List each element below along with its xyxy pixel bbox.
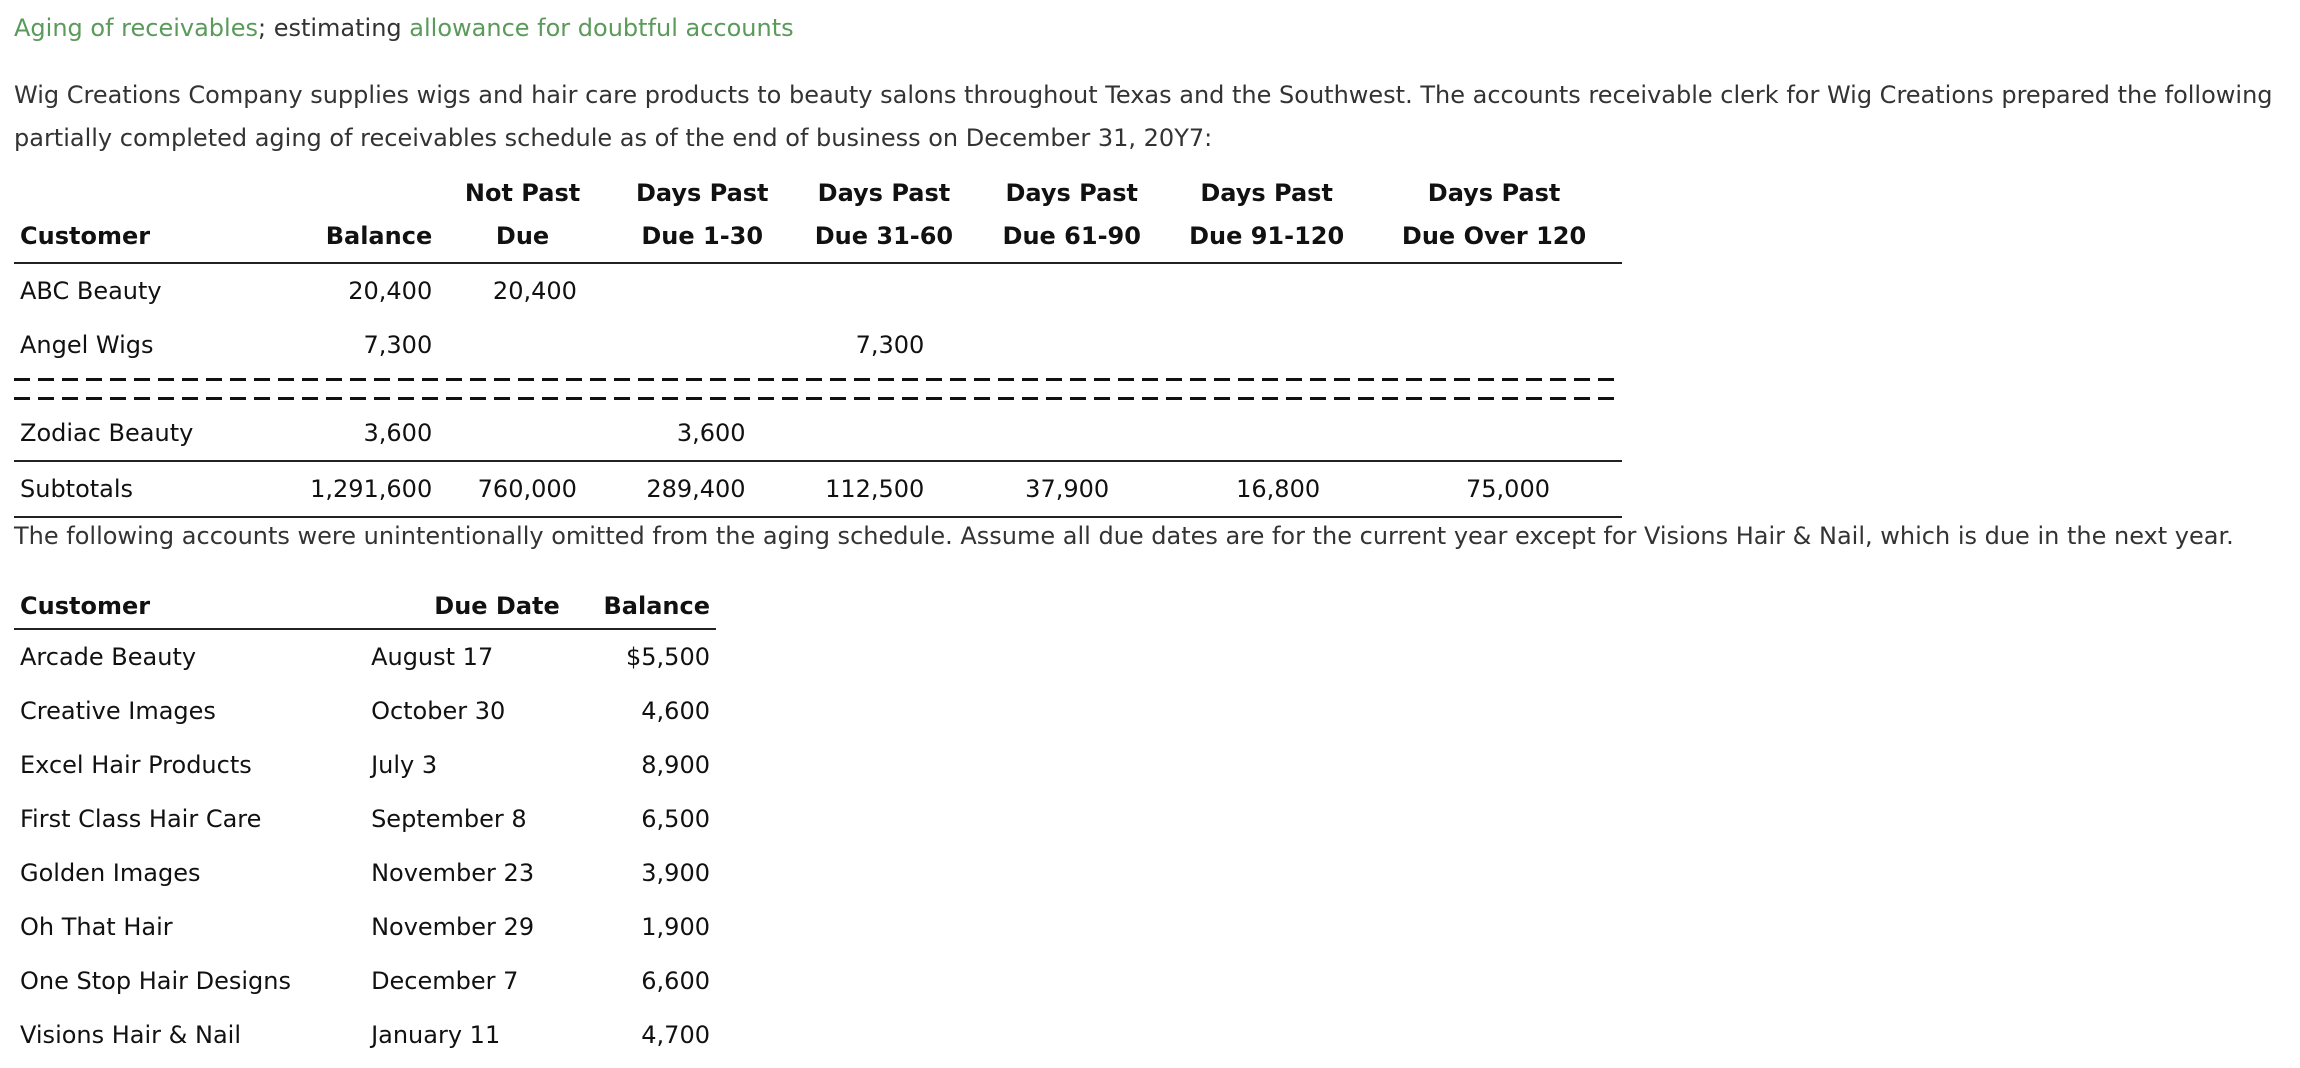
problem-title — [14, 12, 794, 44]
cell-balance: 20,400 — [348, 277, 433, 305]
aging-header-row — [14, 172, 1622, 263]
cell-customer: Arcade Beauty — [20, 643, 197, 671]
title-separator: ; estimating — [257, 14, 410, 42]
col-header-days-over-120: Days Past Due Over 120 — [1401, 179, 1587, 250]
cell-days-61-90 — [976, 263, 1167, 318]
cell-not-past-due: 20,400 — [492, 277, 577, 305]
col-header-customer: Customer — [20, 222, 151, 250]
cell-customer: Subtotals — [14, 461, 254, 517]
cell-days-1-30: 3,600 — [676, 419, 746, 447]
cell-due-date: December 7 — [371, 967, 519, 995]
cell-customer: Golden Images — [20, 859, 201, 887]
cell-balance: 4,600 — [641, 697, 710, 725]
col-header-not-past-due: Not Past Due — [464, 179, 581, 250]
cell-days-over-120 — [1366, 406, 1622, 461]
cell-balance: 7,300 — [363, 331, 433, 359]
cell-due-date: October 30 — [371, 697, 506, 725]
cell-balance: 1,900 — [641, 913, 710, 941]
cell-due-date: September 8 — [371, 805, 527, 833]
table-row — [14, 1008, 716, 1062]
cell-balance: 3,600 — [363, 419, 433, 447]
cell-days-91-120 — [1167, 318, 1366, 372]
cell-days-61-90 — [976, 318, 1167, 372]
cell-due-date: November 29 — [371, 913, 535, 941]
cell-days-over-120 — [1366, 318, 1622, 372]
table-row — [14, 954, 716, 1008]
allowance-doubtful-accounts-link[interactable]: allowance for doubtful accounts — [409, 14, 794, 42]
cell-days-91-120: 16,800 — [1167, 461, 1366, 517]
aging-schedule-table — [14, 172, 1622, 518]
cell-balance: 6,500 — [641, 805, 710, 833]
omitted-header-row — [14, 572, 716, 629]
table-row — [14, 900, 716, 954]
table-row — [14, 318, 1622, 372]
cell-customer: Angel Wigs — [20, 331, 154, 359]
cell-customer: Oh That Hair — [20, 913, 173, 941]
cell-due-date: August 17 — [371, 643, 494, 671]
cell-days-31-60 — [792, 263, 977, 318]
table-row — [14, 406, 1622, 461]
cell-days-31-60: 7,300 — [855, 331, 925, 359]
omitted-accounts-note: The following accounts were unintentionally omitted from the aging schedule. Assume all due dates are for the current year except for Visions Hair & Nail, which is due in the next year. — [14, 522, 2234, 550]
cell-days-over-120: 75,000 — [1366, 461, 1622, 517]
cell-balance: 3,900 — [641, 859, 710, 887]
cell-days-1-30 — [613, 263, 792, 318]
col-header-days-31-60: Days Past Due 31-60 — [814, 179, 954, 250]
aging-of-receivables-link[interactable]: Aging of receivables — [14, 14, 258, 42]
cell-balance: 1,291,600 — [254, 461, 433, 517]
table-row — [14, 846, 716, 900]
col-header-days-91-120: Days Past Due 91-120 — [1189, 179, 1345, 250]
cell-customer: ABC Beauty — [20, 277, 162, 305]
cell-not-past-due — [432, 318, 613, 372]
cell-balance: 6,600 — [641, 967, 710, 995]
cell-customer: First Class Hair Care — [20, 805, 262, 833]
cell-balance: 4,700 — [641, 1021, 710, 1049]
dashed-divider — [14, 378, 1622, 400]
table-row — [14, 738, 716, 792]
cell-balance: $5,500 — [626, 643, 710, 671]
cell-customer: Visions Hair & Nail — [20, 1021, 242, 1049]
col-header-balance: Balance — [603, 592, 710, 620]
col-header-customer: Customer — [20, 592, 151, 620]
dashed-break-line — [14, 372, 1622, 406]
cell-due-date: January 11 — [371, 1021, 501, 1049]
cell-days-91-120 — [1167, 406, 1366, 461]
col-header-balance: Balance — [325, 222, 433, 250]
cell-days-31-60 — [792, 406, 977, 461]
cell-days-61-90: 37,900 — [976, 461, 1167, 517]
cell-days-over-120 — [1366, 263, 1622, 318]
cell-customer: One Stop Hair Designs — [20, 967, 291, 995]
subtotals-row — [14, 461, 1622, 517]
cell-days-91-120 — [1167, 263, 1366, 318]
cell-customer: Zodiac Beauty — [20, 419, 194, 447]
cell-due-date: November 23 — [371, 859, 535, 887]
cell-customer: Creative Images — [20, 697, 216, 725]
cell-days-1-30: 289,400 — [613, 461, 792, 517]
omitted-accounts-table — [14, 572, 716, 1062]
col-header-due-date: Due Date — [434, 592, 560, 620]
intro-paragraph: Wig Creations Company supplies wigs and hair care products to beauty salons throughout Texas and the Southwest. The accounts receivable clerk for Wig Creations prepared the following partially completed aging of receivables schedule as of the end of business on December 31, 20Y7: — [14, 81, 2273, 152]
cell-days-31-60: 112,500 — [792, 461, 977, 517]
omitted-rows-break — [14, 372, 1622, 406]
col-header-days-1-30: Days Past Due 1-30 — [635, 179, 769, 250]
table-row — [14, 629, 716, 684]
cell-not-past-due — [432, 406, 613, 461]
table-row — [14, 263, 1622, 318]
cell-balance: 8,900 — [641, 751, 710, 779]
cell-customer: Excel Hair Products — [20, 751, 252, 779]
cell-not-past-due: 760,000 — [432, 461, 613, 517]
cell-due-date: July 3 — [371, 751, 438, 779]
cell-days-61-90 — [976, 406, 1167, 461]
cell-days-1-30 — [613, 318, 792, 372]
table-row — [14, 684, 716, 738]
table-row — [14, 792, 716, 846]
col-header-days-61-90: Days Past Due 61-90 — [1002, 179, 1141, 250]
